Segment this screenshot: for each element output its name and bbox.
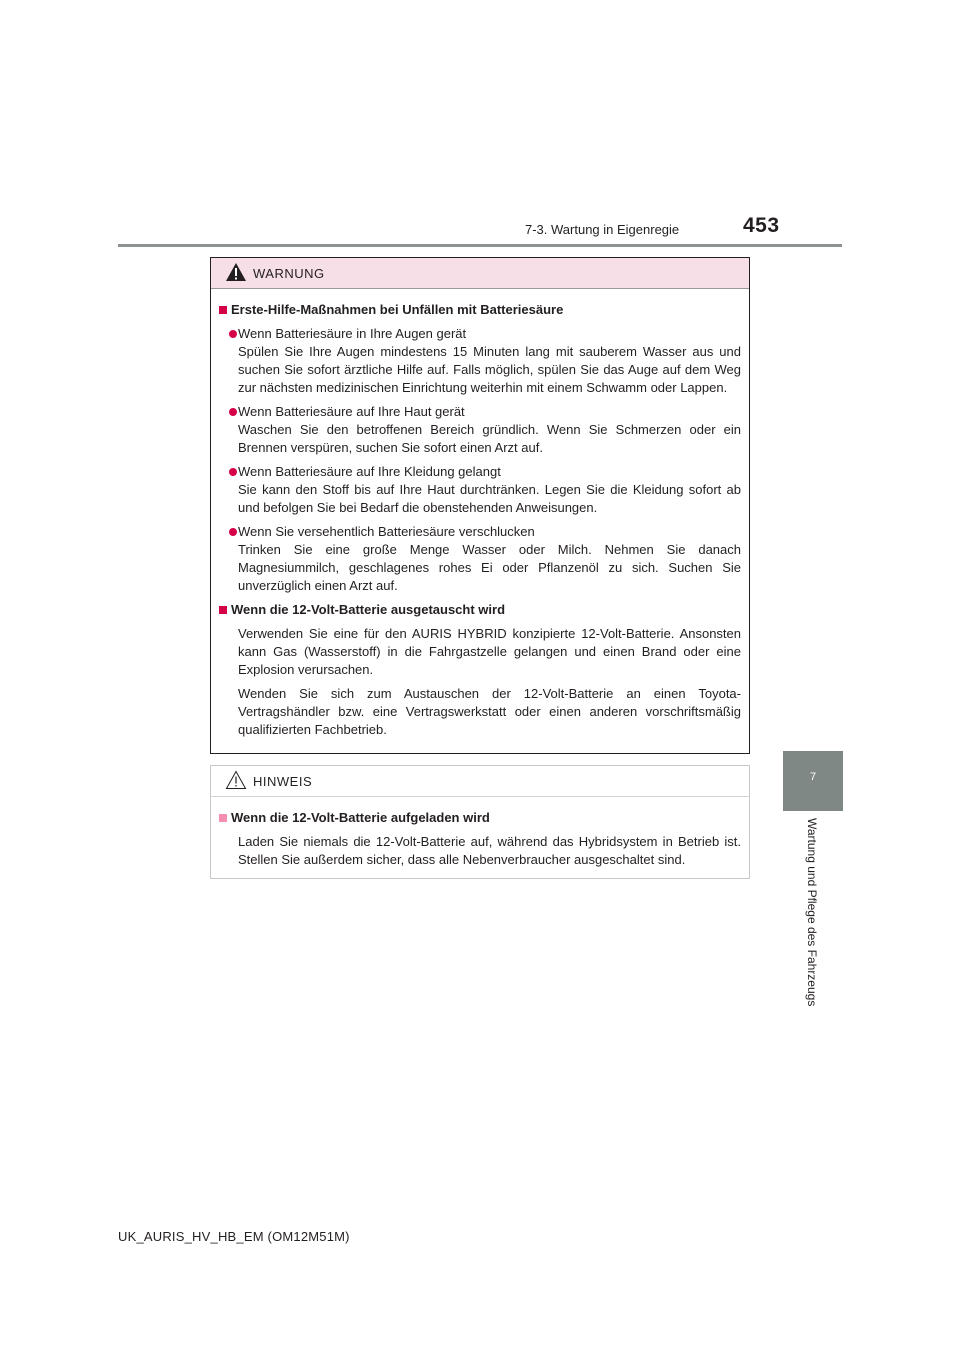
list-item xyxy=(219,403,741,457)
paragraph: Verwenden Sie eine für den AURIS HYBRID konzipierte 12-Volt-Batterie. Ansonsten kann Gas (Wasserstoff) in die Fahrgastzelle gelangen und einen Brand oder eine Explosion verursachen. xyxy=(238,626,741,677)
warning-title: WARNUNG xyxy=(253,266,325,281)
circle-bullet-icon xyxy=(229,468,237,476)
item-text: Waschen Sie den betroffenen Bereich gründlich. Wenn Sie Schmerzen oder ein Brennen verspüren, suchen Sie sofort einen Arzt auf. xyxy=(238,422,741,455)
section-heading: Erste-Hilfe-Maßnahmen bei Unfällen mit Batteriesäure xyxy=(219,301,741,319)
section-title: 7-3. Wartung in Eigenregie xyxy=(525,222,680,237)
circle-bullet-icon xyxy=(229,408,237,416)
circle-bullet-icon xyxy=(229,528,237,536)
square-bullet-icon xyxy=(219,606,227,614)
caution-triangle-icon xyxy=(225,770,247,790)
item-title: Wenn Batteriesäure auf Ihre Haut gerät xyxy=(238,404,465,419)
page-number: 453 xyxy=(743,214,780,237)
warning-box xyxy=(210,257,750,754)
note-header xyxy=(211,766,749,797)
item-text: Trinken Sie eine große Menge Wasser oder Milch. Nehmen Sie danach Magnesiummilch, geschlagenes rohes Ei oder Pflanzenöl zu sich. Suchen Sie unverzüglich einen Arzt auf. xyxy=(238,542,741,593)
paragraph: Laden Sie niemals die 12-Volt-Batterie auf, während das Hybridsystem in Betrieb ist. Stellen Sie außerdem sicher, dass alle Nebenverbraucher ausgeschaltet sind. xyxy=(238,834,741,867)
item-text: Spülen Sie Ihre Augen mindestens 15 Minuten lang mit sauberem Wasser aus und suchen Sie sofort ärztliche Hilfe auf. Falls möglich, spülen Sie das Auge auf dem Weg zur nächsten medizinischen Einrichtung weiterhin mit einem Schwamm oder Lappen. xyxy=(238,344,741,395)
header-divider xyxy=(118,244,842,247)
circle-bullet-icon xyxy=(229,330,237,338)
square-bullet-icon xyxy=(219,814,227,822)
warning-triangle-icon xyxy=(225,262,247,282)
document-id: UK_AURIS_HV_HB_EM (OM12M51M) xyxy=(118,1229,350,1244)
paragraph: Wenden Sie sich zum Austauschen der 12-Volt-Batterie an einen Toyota-Vertragshändler bzw. eine Vertragswerkstatt oder einen anderen vorschriftsmäßig qualifizierten Fachbetrieb. xyxy=(238,686,741,737)
chapter-number: 7 xyxy=(809,771,817,783)
item-title: Wenn Sie versehentlich Batteriesäure verschlucken xyxy=(238,524,535,539)
square-bullet-icon xyxy=(219,306,227,314)
item-text: Sie kann den Stoff bis auf Ihre Haut durchtränken. Legen Sie die Kleidung sofort ab und befolgen Sie bei Bedarf die obenstehenden Anweisungen. xyxy=(238,482,741,515)
item-title: Wenn Batteriesäure in Ihre Augen gerät xyxy=(238,326,467,341)
warning-header xyxy=(211,258,749,289)
note-box xyxy=(210,765,750,879)
section-heading: Wenn die 12-Volt-Batterie aufgeladen wird xyxy=(219,809,741,827)
section-heading: Wenn die 12-Volt-Batterie ausgetauscht wird xyxy=(219,601,741,619)
list-item xyxy=(219,463,741,517)
chapter-label: Wartung und Pflege des Fahrzeugs xyxy=(805,818,819,1007)
note-title: HINWEIS xyxy=(253,774,313,789)
list-item xyxy=(219,325,741,397)
item-title: Wenn Batteriesäure auf Ihre Kleidung gelangt xyxy=(238,464,501,479)
list-item xyxy=(219,523,741,595)
